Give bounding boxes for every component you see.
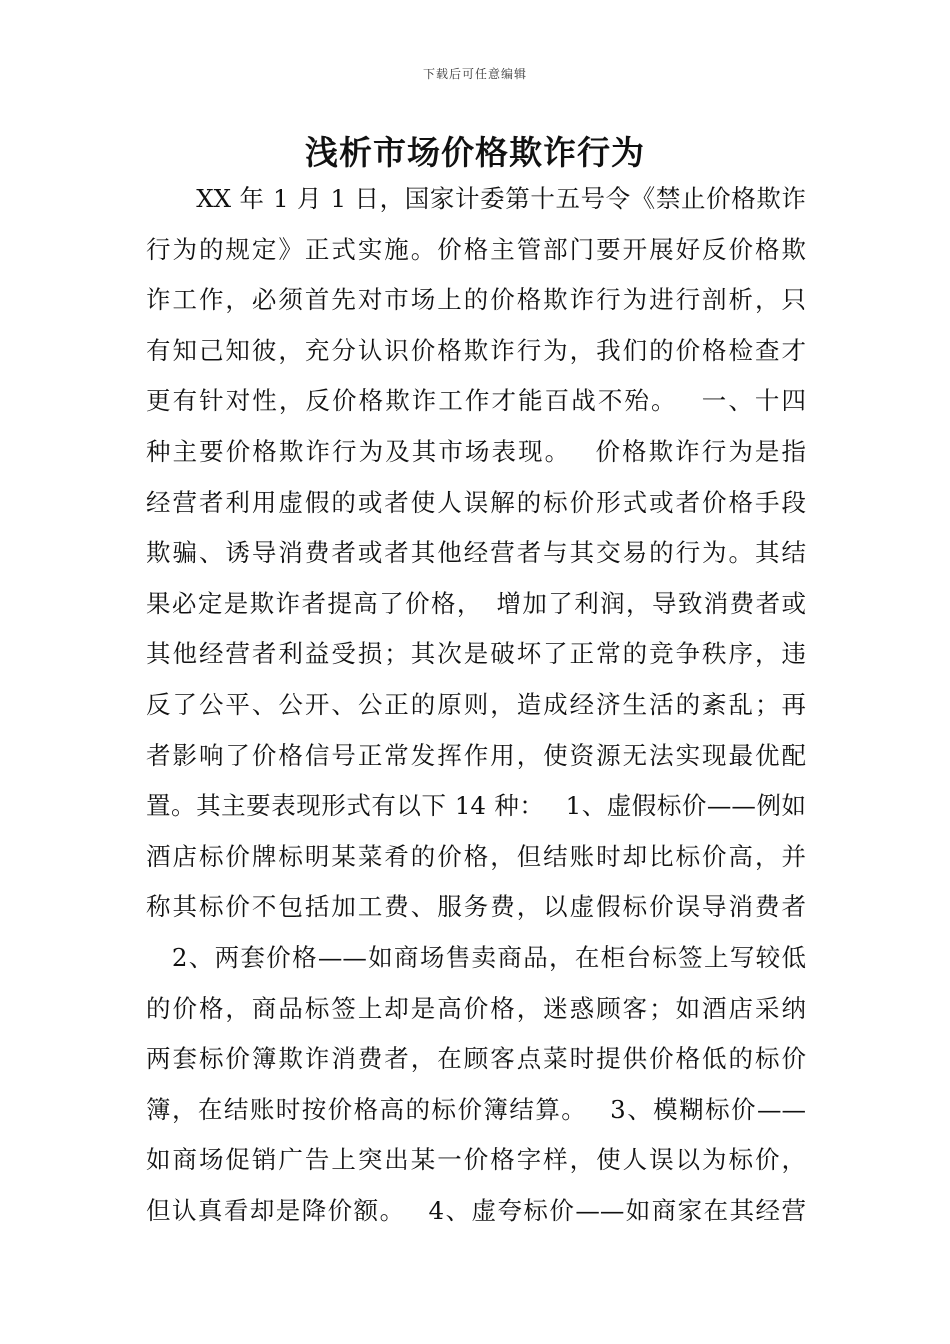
- body-line: 反了公平、公开、公正的原则，造成经济生活的紊乱；再: [146, 689, 806, 719]
- body-line: 置。其主要表现形式有以下 14 种： 1、虚假标价——例如: [146, 791, 806, 821]
- body-line: 经营者利用虚假的或者使人误解的标价形式或者价格手段: [146, 487, 806, 517]
- body-line: 行为的规定》正式实施。价格主管部门要开展好反价格欺: [146, 234, 806, 264]
- header-note: 下载后可任意编辑: [422, 67, 527, 81]
- body-line: 者影响了价格信号正常发挥作用，使资源无法实现最优配: [146, 740, 806, 770]
- body-line: 其他经营者利益受损；其次是破坏了正常的竞争秩序，违: [146, 639, 806, 669]
- body-line: 称其标价不包括加工费、服务费，以虚假标价误导消费者: [146, 892, 806, 922]
- body-line: 如商场促销广告上突出某一价格字样，使人误以为标价，: [146, 1145, 806, 1175]
- body-line: 的价格，商品标签上却是高价格，迷惑顾客；如酒店采纳: [146, 993, 806, 1023]
- document-body: [146, 174, 806, 1236]
- body-line: 种主要价格欺诈行为及其市场表现。 价格欺诈行为是指: [146, 436, 806, 466]
- body-line: 但认真看却是降价额。 4、虚夸标价——如商家在其经营: [146, 1195, 806, 1225]
- body-line: 更有针对性，反价格欺诈工作才能百战不殆。 一、十四: [146, 386, 806, 416]
- body-line: 酒店标价牌标明某菜肴的价格，但结账时却比标价高，并: [146, 841, 806, 871]
- body-line: XX 年 1 月 1 日，国家计委第十五号令《禁止价格欺诈: [146, 184, 806, 213]
- body-line: 诈工作，必须首先对市场上的价格欺诈行为进行剖析，只: [146, 285, 806, 315]
- document-title: 浅析市场价格欺诈行为: [305, 133, 645, 172]
- body-line: 2、两套价格——如商场售卖商品，在柜台标签上写较低: [146, 942, 806, 972]
- body-line: 有知己知彼，充分认识价格欺诈行为，我们的价格检查才: [146, 335, 806, 365]
- body-line: 果必定是欺诈者提高了价格， 增加了利润，导致消费者或: [146, 588, 806, 618]
- body-line: 欺骗、诱导消费者或者其他经营者与其交易的行为。其结: [146, 538, 806, 568]
- body-line: 簿，在结账时按价格高的标价簿结算。 3、模糊标价——: [146, 1094, 806, 1124]
- body-line: 两套标价簿欺诈消费者，在顾客点菜时提供价格低的标价: [146, 1044, 806, 1074]
